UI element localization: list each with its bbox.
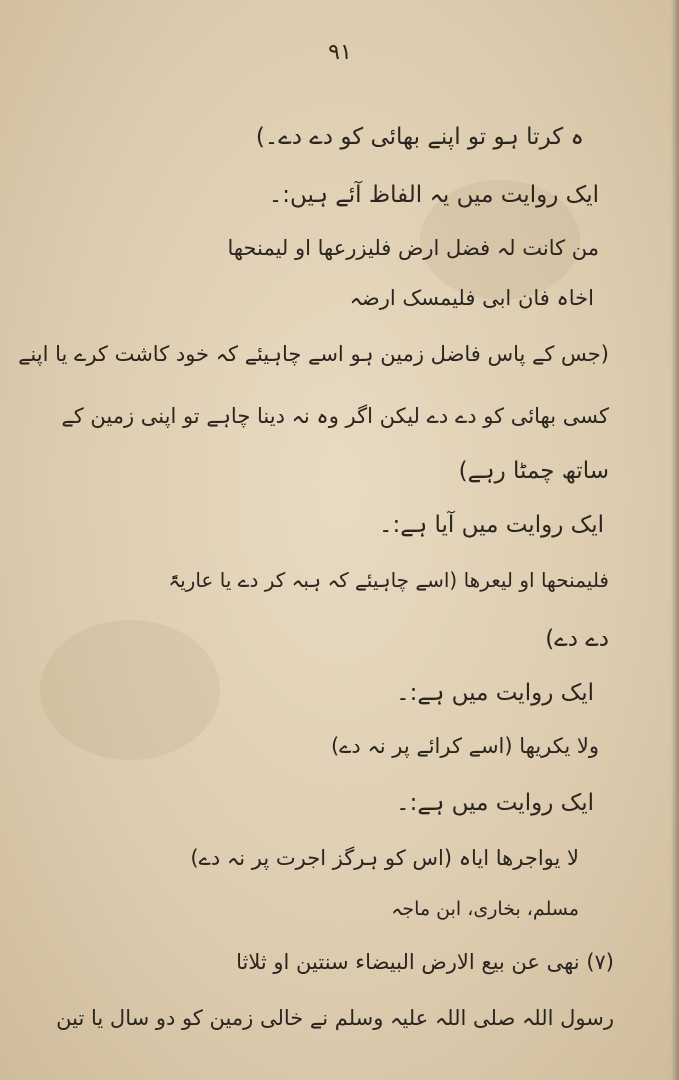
page-edge-shadow (671, 0, 679, 1080)
text-line: ساتھ چمٹا رہے) (458, 458, 609, 484)
text-line: ہ کرتا ہو تو اپنے بھائی کو دے دے۔) (255, 124, 584, 150)
text-line: ایک روایت میں ہے:۔ (396, 790, 594, 816)
paper-stain (40, 620, 220, 760)
arabic-text-line: لا یواجرھا ایاہ (اس کو ہرگز اجرت پر نہ دے) (190, 846, 579, 870)
text-line: دے دے) (545, 626, 609, 652)
text-line: ایک روایت میں ہے:۔ (396, 680, 594, 706)
text-line: رسول اللہ صلی اللہ علیہ وسلم نے خالی زمین کو دو سال یا تین (56, 1006, 614, 1030)
page-number: ۹۱ (328, 40, 352, 65)
arabic-text-line: من کانت لہ فضل ارض فلیزرعھا او لیمنحھا (227, 236, 599, 260)
text-line: ایک روایت میں یہ الفاظ آئے ہیں:۔ (268, 182, 599, 208)
text-line: کسی بھائی کو دے دے لیکن اگر وہ نہ دینا چاہے تو اپنی زمین کے (61, 404, 609, 428)
arabic-text-line: فلیمنحھا او لیعرھا (اسے چاہیئے کہ ہبہ کر دے یا عاریۃً (168, 568, 609, 592)
arabic-text-line: ولا یکریھا (اسے کرائے پر نہ دے) (330, 734, 599, 758)
arabic-text-line: (۷) نھی عن بیع الارض البیضاء سنتین او ثلاثا (236, 950, 614, 974)
arabic-text-line: اخاہ فان ابی فلیمسک ارضہ (349, 286, 594, 310)
text-line: (جس کے پاس فاضل زمین ہو اسے چاہیئے کہ خود کاشت کرے یا اپنے (18, 342, 609, 366)
text-line: ایک روایت میں آیا ہے:۔ (379, 512, 604, 538)
reference-line: مسلم، بخاری، ابن ماجہ (391, 898, 579, 920)
